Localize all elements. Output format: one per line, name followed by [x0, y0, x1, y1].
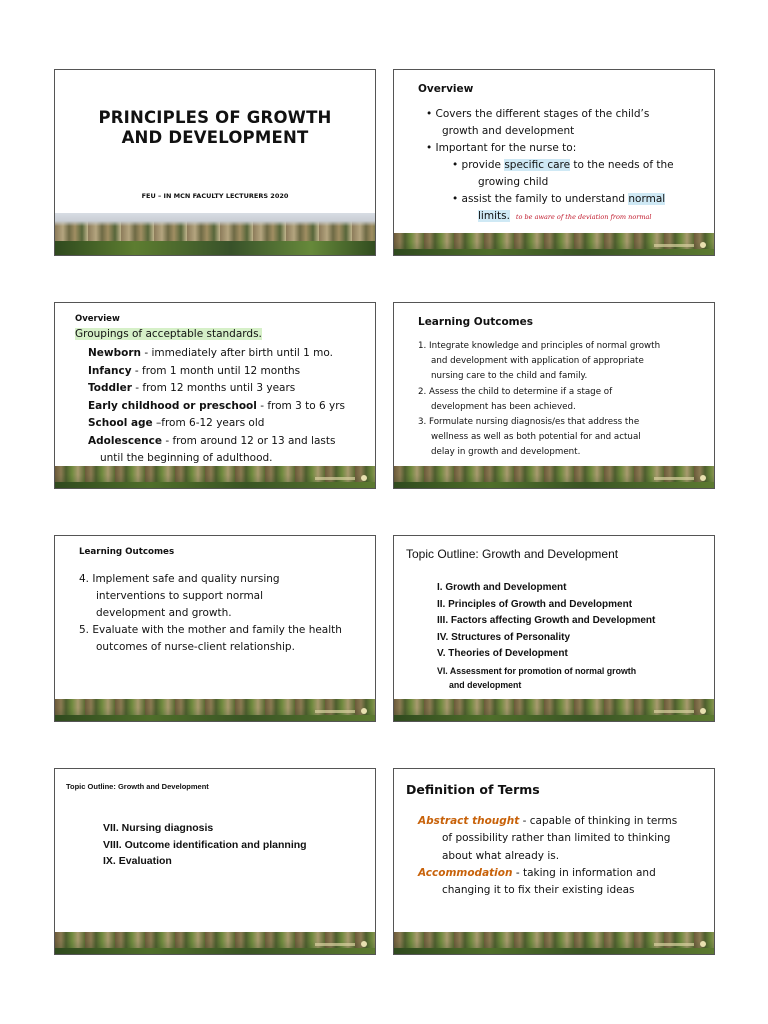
slide-topic-outline-2: [54, 768, 376, 955]
slide-heading: Learning Outcomes: [418, 316, 533, 328]
footer-photo: [394, 699, 714, 721]
grouping-item: Adolescence - from around 12 or 13 and lasts: [88, 434, 336, 447]
outline-item: VII. Nursing diagnosis: [103, 822, 214, 834]
slide-definition-of-terms: [393, 768, 715, 955]
slide-topic-outline-1: [393, 535, 715, 722]
slide-title-heading: PRINCIPLES OF GROWTH AND DEVELOPMENT: [98, 108, 332, 147]
outline-item: II. Principles of Growth and Development: [437, 598, 633, 610]
slide-heading: Overview: [75, 314, 120, 324]
slide-heading: Topic Outline: Growth and Development: [66, 782, 209, 791]
outline-item: IV. Structures of Personality: [437, 631, 571, 643]
bullet-normal-limits: • assist the family to understand normal: [452, 193, 666, 205]
slide-title-subtitle: FEU – IN MCN FACULTY LECTURERS 2020: [141, 192, 289, 200]
grouping-item: School age –from 6-12 years old: [88, 417, 265, 429]
slide-heading: Learning Outcomes: [79, 547, 175, 557]
footer-photo: [394, 233, 714, 255]
outline-list: [103, 820, 368, 870]
campus-photo: [55, 213, 375, 256]
outline-item: III. Factors affecting Growth and Development: [437, 615, 656, 626]
term-accommodation: Accommodation - taking in information and: [418, 866, 656, 879]
footer-photo: [55, 699, 375, 721]
slide-heading: Overview: [418, 83, 474, 95]
age-groupings-list: Newborn - immediately after birth until 1 mo. Infancy - from 1 month until 12 months Toddler - from 12 months until 3 years Early childhood or preschool - from 3 to 6 yrs School age –from 6-12 years old Adolescence - from around 12 or 13 and lasts until the beginning of adulthood.: [88, 345, 373, 468]
overview-bullets: • Covers the different stages of the child’s growth and development • Important for the nurse to: • provide specific care to the needs of the growing child • assist the family to understand normal limits. to be aware of the deviation from normal: [426, 106, 711, 226]
footer-photo: [55, 932, 375, 954]
outline-item: I. Growth and Development: [437, 582, 567, 593]
outline-item: IX. Evaluation: [103, 855, 172, 867]
footer-photo: [55, 466, 375, 488]
grouping-item: Toddler - from 12 months until 3 years: [88, 382, 296, 394]
outline-list: I. Growth and Development II. Principles of Growth and Development III. Factors affecting Growth and Development IV. Structures of Personality V. Theories of Development VI. Assessment for promotion of normal growth and development: [437, 580, 712, 691]
slide-overview-2: [54, 302, 376, 489]
grouping-item: Infancy - from 1 month until 12 months: [88, 364, 301, 377]
outline-item: VI. Assessment for promotion of normal growth: [437, 665, 637, 676]
terms-list: Abstract thought - capable of thinking in terms of possibility rather than limited to thinking about what already is. Accommodation - taking in information and changing it to fix their existing ideas: [418, 813, 713, 899]
slide-learning-outcomes-2: [54, 535, 376, 722]
outline-item: VIII. Outcome identification and planning: [103, 838, 307, 851]
bullet-specific-care: • provide specific care to the needs of the: [452, 159, 674, 171]
outcomes-list: 1. Integrate knowledge and principles of normal growth and development with application of appropriate nursing care to the child and family. 2. Assess the child to determine if a stage of development has been achieved. 3. Formulate nursing diagnosis/es that address the wellness as well as both potential for and actual delay in growth and development.: [418, 341, 661, 458]
groupings-lead: Groupings of acceptable standards.: [75, 328, 262, 340]
slide-learning-outcomes-1: [393, 302, 715, 489]
slide-heading: Topic Outline: Growth and Development: [406, 547, 619, 561]
footer-photo: [394, 932, 714, 954]
handwritten-note: to be aware of the deviation from normal: [515, 213, 652, 221]
slide-overview-1: [393, 69, 715, 256]
outline-item: V. Theories of Development: [437, 648, 568, 659]
slide-title: [54, 69, 376, 256]
grouping-item: Early childhood or preschool - from 3 to 6 yrs: [88, 399, 346, 412]
slide-heading: Definition of Terms: [406, 782, 540, 797]
outcomes-list: 4. Implement safe and quality nursing interventions to support normal development and growth. 5. Evaluate with the mother and family the health outcomes of nurse-client relationship.: [79, 573, 342, 653]
grouping-item: Newborn - immediately after birth until 1 mo.: [88, 347, 333, 359]
footer-photo: [394, 466, 714, 488]
term-abstract-thought: Abstract thought - capable of thinking in terms: [418, 815, 678, 827]
